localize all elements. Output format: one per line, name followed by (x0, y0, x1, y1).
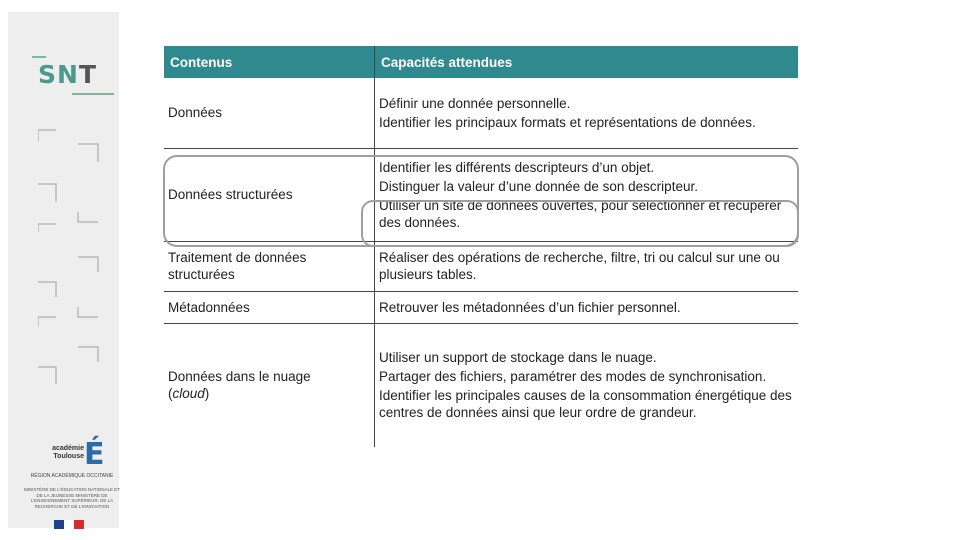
decorative-brackets (38, 122, 118, 392)
table-row (164, 78, 798, 148)
ministry-label: MINISTÈRE DE L’ÉDUCATION NATIONALE ET DE LA JEUNESSE MINISTÈRE DE L’ENSEIGNEMENT SUPÉRIEUR, DE LA RECHERCHE ET DE L’INNOVATION (23, 487, 121, 509)
academie-name: académie Toulouse (52, 445, 84, 460)
row-content: Données structurées (164, 148, 375, 241)
snt-logo (32, 56, 118, 102)
row-content: Traitement de données structurées (164, 241, 375, 291)
row-capacities: Définir une donnée personnelle. Identifier les principaux formats et représentations de données. (375, 78, 799, 148)
row-capacities: Identifier les différents descripteurs d’un objet. Distinguer la valeur d’une donnée de son descripteur. Utiliser un site de données ouvertes, pour sélectionner et récupérer des données. (375, 148, 799, 241)
french-flag-icon (54, 520, 84, 529)
row-content: Données (164, 78, 375, 148)
logo-mark-bottom (72, 93, 114, 95)
curriculum-table (164, 46, 798, 447)
sidebar-panel (8, 12, 119, 528)
logo-mark-top (32, 56, 46, 58)
region-label: RÉGION ACADÉMIQUE OCCITANIE (30, 473, 114, 479)
row-content: Données dans le nuage (cloud) (168, 369, 311, 402)
row-capacities: Réaliser des opérations de recherche, filtre, tri ou calcul sur une ou plusieurs tables. (375, 241, 799, 291)
row-content: Métadonnées (164, 291, 375, 323)
academie-logo (22, 437, 122, 532)
header-capacites: Capacités attendues (375, 46, 799, 78)
row-capacities: Retrouver les métadonnées d’un fichier personnel. (375, 291, 799, 323)
academie-e-icon: É (84, 437, 105, 472)
table-row (164, 148, 798, 241)
table-row (164, 323, 798, 447)
table-row (164, 241, 798, 291)
table-row (164, 291, 798, 323)
logo-text: SNT (38, 60, 98, 89)
row-capacities: Utiliser un support de stockage dans le nuage. Partager des fichiers, paramétrer des modes de synchronisation. Identifier les principales causes de la consommation énergétique des centres de données ainsi que leur ordre de grandeur. (375, 323, 799, 447)
header-contenus: Contenus (164, 46, 375, 78)
